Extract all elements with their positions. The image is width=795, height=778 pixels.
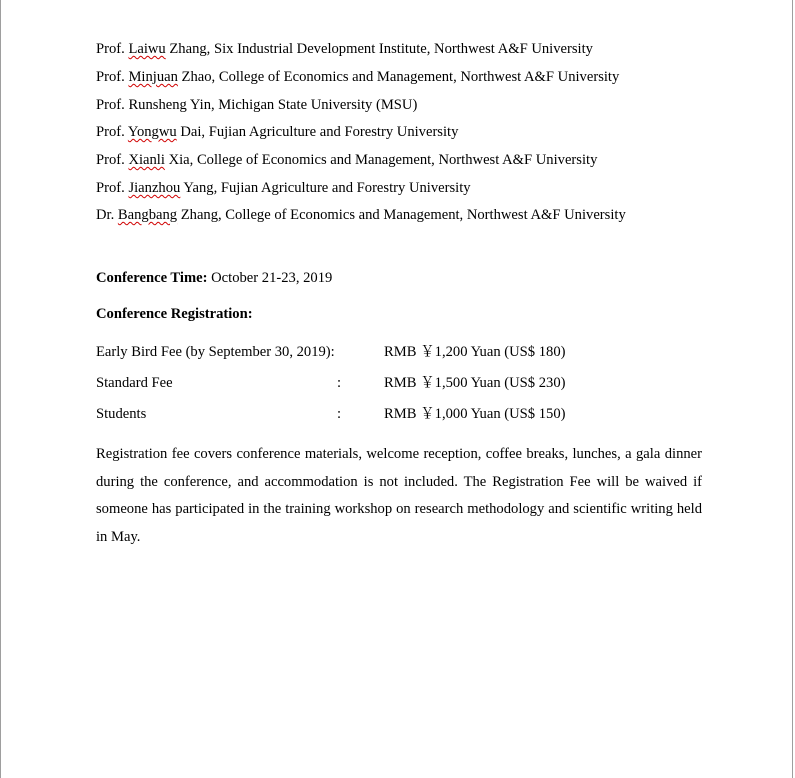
conference-time-value: October 21-23, 2019 — [207, 270, 333, 286]
organizer-name-misspelled: Laiwu — [128, 41, 166, 57]
organizer-title: Prof. — [96, 124, 128, 140]
organizer-line — [96, 96, 417, 114]
organizer-line — [96, 151, 597, 169]
organizer-line — [96, 123, 458, 141]
organizer-affiliation: Runsheng Yin, Michigan State University (MSU) — [128, 97, 418, 113]
conference-time-label: Conference Time: — [96, 270, 208, 286]
organizer-affiliation: Yang, Fujian Agriculture and Forestry University — [180, 180, 471, 196]
organizer-title: Prof. — [96, 97, 129, 113]
organizer-name-misspelled: Minjuan — [128, 69, 178, 85]
registration-heading: Conference Registration: — [96, 306, 253, 322]
organizer-name-misspelled: Bangbang — [117, 207, 178, 223]
fee-amount: RMB ￥1,500 Yuan (US$ 230) — [384, 375, 566, 391]
organizer-line — [96, 68, 619, 86]
organizer-title: Prof. — [96, 180, 129, 196]
fee-colon: : — [337, 406, 342, 422]
organizer-title: Prof. — [96, 152, 129, 168]
fee-colon: : — [337, 375, 342, 391]
organizer-affiliation: Dai, Fujian Agriculture and Forestry University — [176, 124, 459, 140]
fee-amount: RMB ￥1,200 Yuan (US$ 180) — [384, 344, 566, 360]
organizer-title: Dr. — [96, 207, 118, 223]
organizer-line — [96, 40, 593, 58]
organizer-affiliation: Zhang, College of Economics and Management, Northwest A&F University — [177, 207, 626, 223]
fee-label: Standard Fee — [96, 375, 173, 391]
fee-amount: RMB ￥1,000 Yuan (US$ 150) — [384, 406, 566, 422]
conference-time — [96, 269, 332, 287]
organizer-line — [96, 206, 626, 224]
fee-label: Students — [96, 406, 147, 422]
organizer-affiliation: Zhao, College of Economics and Management, Northwest A&F University — [177, 69, 620, 85]
organizer-title: Prof. — [96, 41, 129, 57]
organizer-affiliation: Zhang, Six Industrial Development Institute, Northwest A&F University — [165, 41, 593, 57]
organizer-name-misspelled: Yongwu — [127, 124, 177, 140]
registration-note: Registration fee covers conference materials, welcome reception, coffee breaks, lunches, a gala dinner during the conference, and accommodation is not included. The Registration Fee will be waived if someone has participated in the training workshop on research methodology and scientific writing held in May. — [96, 446, 702, 545]
organizer-affiliation: Xia, College of Economics and Management, Northwest A&F University — [164, 152, 598, 168]
organizer-title: Prof. — [96, 69, 129, 85]
organizer-line — [96, 179, 471, 197]
organizer-name-misspelled: Xianli — [128, 152, 165, 168]
fee-label: Early Bird Fee (by September 30, 2019): — [96, 344, 335, 360]
organizer-name-misspelled: Jianzhou — [128, 180, 181, 196]
